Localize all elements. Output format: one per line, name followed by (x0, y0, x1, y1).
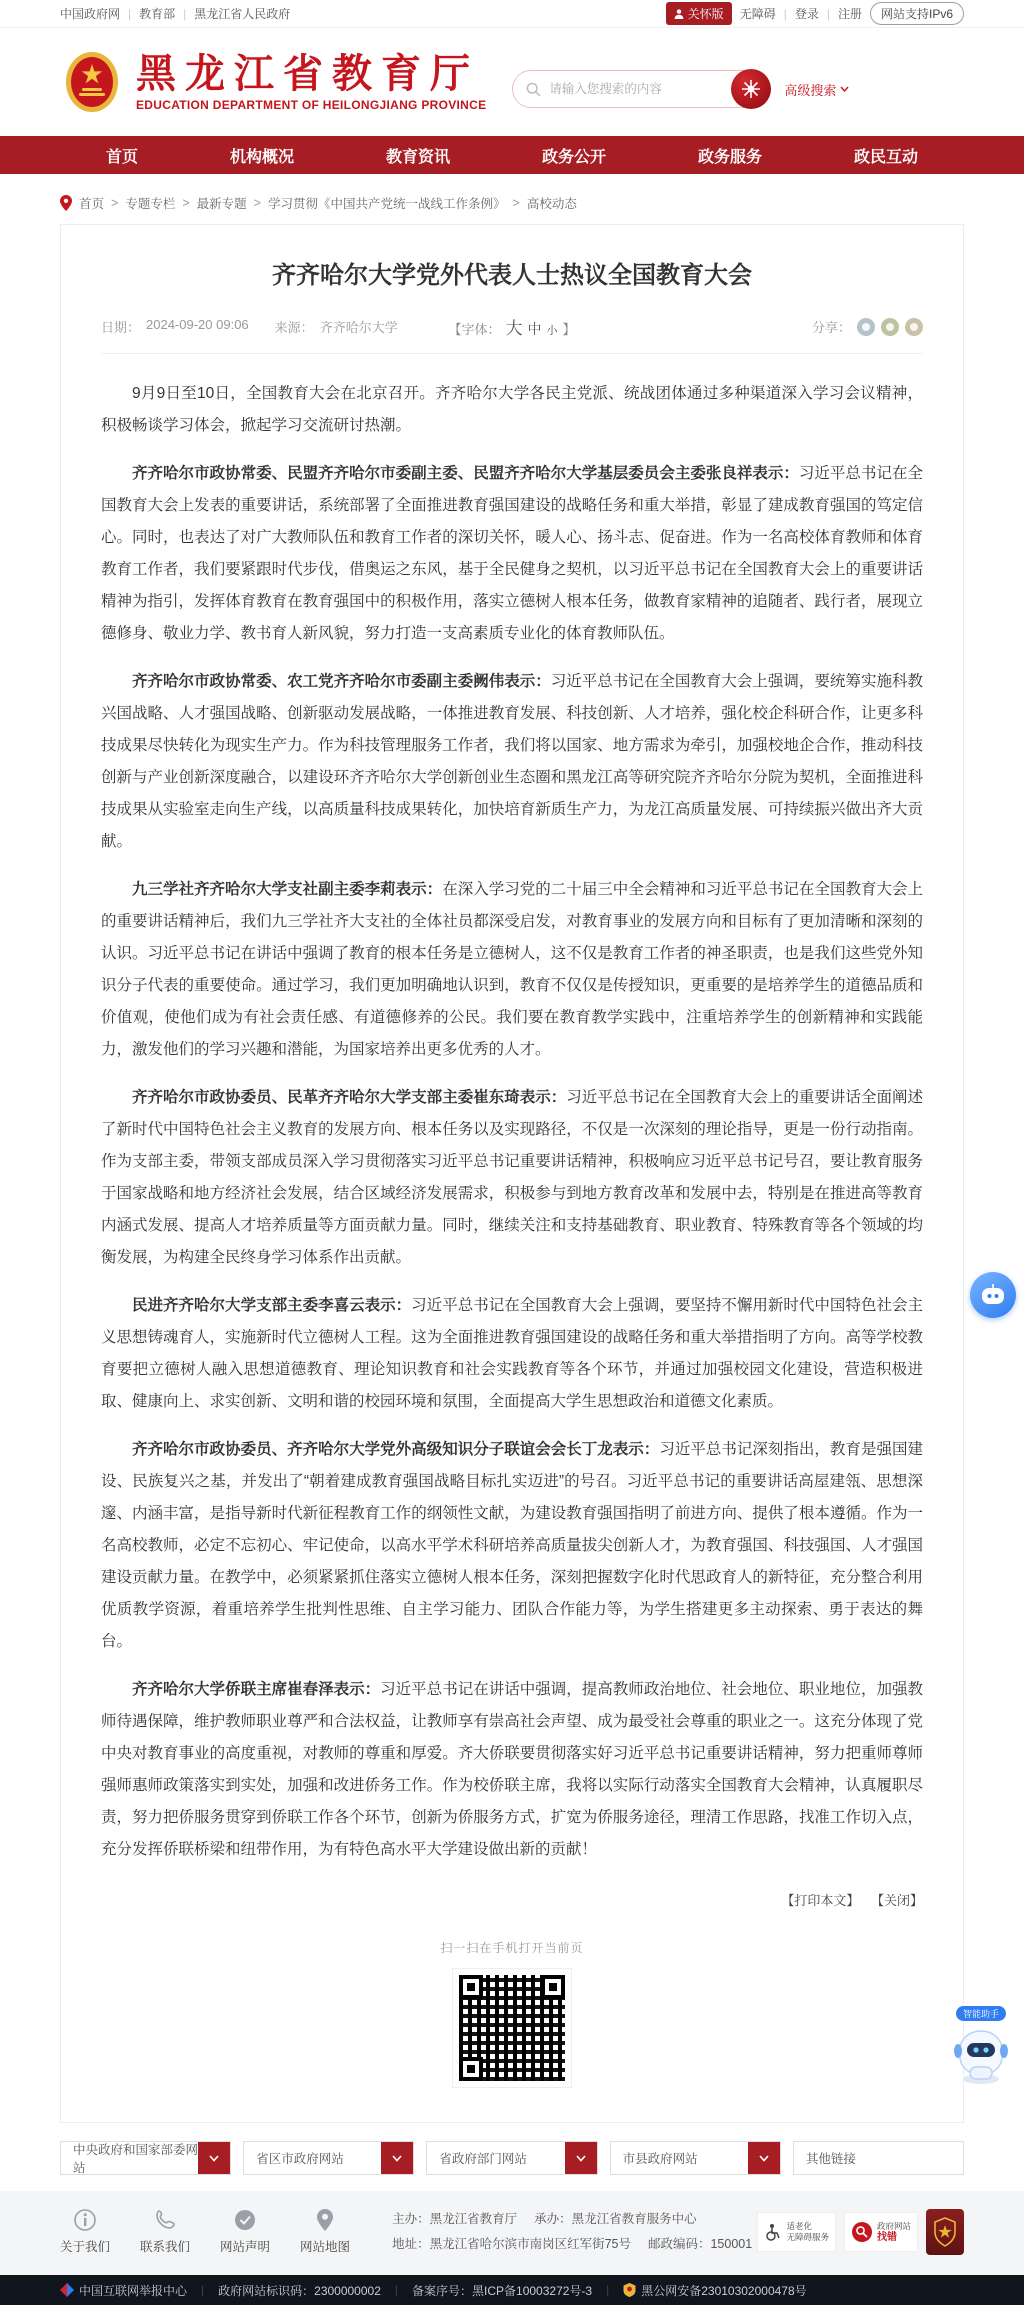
footer-site-statement[interactable]: 网站声明 (220, 2209, 270, 2255)
select-central-gov-sites[interactable]: 中央政府和国家部委网站 (60, 2141, 231, 2175)
footer-host: 黑龙江省教育厅 (429, 2212, 518, 2226)
paragraph: 齐齐哈尔市政协常委、农工党齐齐哈尔市委副主委阙伟表示：习近平总书记在全国教育大会上强调，要统筹实施科教兴国战略、人才强国战略、创新驱动发展战略，一体推进教育发展、科技创新、人才培养，强化校企科研合作，让更多科技成果尽快转化为现实生产力。作为科技管理服务工作者，我们将以国家、地方需求为牵引，加强校地企合作，推动科技创新与产业创新深度融合，以建设环齐齐哈尔大学创新创业生态圈和黑龙江高等研究院齐齐哈尔分院为契机，全面推进科技成果从实验室走向生产线，以高质量科技成果转化，加快培育新质生产力，为龙江高质量发展、可持续振兴做出齐大贡献。 (101, 673, 923, 850)
breadcrumb-home[interactable]: 首页 (79, 197, 105, 211)
search-icon (526, 82, 541, 97)
font-size-label-end: 】 (562, 322, 576, 337)
chevron-down-icon (198, 2142, 230, 2174)
chevron-down-icon (840, 86, 849, 92)
divider: | (128, 6, 132, 21)
accessibility-link[interactable]: 无障碍 (739, 7, 776, 21)
login-link[interactable]: 登录 (794, 7, 819, 21)
snowflake-emblem-icon (740, 78, 762, 100)
article-meta (101, 314, 923, 354)
site-title: 黑龙江省教育厅 (136, 49, 479, 97)
national-emblem-icon (60, 50, 124, 114)
nav-home[interactable]: 首页 (105, 148, 138, 166)
gold-shield-icon (933, 2217, 957, 2247)
select-other-links[interactable]: 其他链接 (793, 2141, 964, 2175)
chat-assistant-button[interactable] (970, 1272, 1016, 1318)
share-weibo-icon[interactable] (881, 318, 899, 336)
paragraph: 齐齐哈尔市政协委员、齐齐哈尔大学党外高级知识分子联谊会会长丁龙表示：习近平总书记深刻指出，教育是强国建设、民族复兴之基，并发出了“朝着建成教育强国战略目标扎实迈进”的号召。习近平总书记的重要讲话高屋建瓴、思想深邃、内涵丰富，是指导新时代新征程教育工作的纲领性文献，为建设教育强国指明了前进方向、提供了根本遵循。作为一名高校教师，必定不忘初心、牢记使命，以高水平学术科研培养高质量拔尖创新人才，为教育强国、科技强国、人才强国建设贡献力量。在教学中，必须紧紧抓住落实立德树人根本任务，深刻把握数字化时代思政育人的新特征，充分整合利用优质教学资源，着重培养学生批判性思维、自主学习能力、团队合作能力等，为学生搭建更多主动探索、勇于表达的舞台。 (101, 1441, 923, 1650)
chevron-down-icon (565, 2142, 597, 2174)
footer-link-selects (0, 2123, 1024, 2191)
link-moe[interactable]: 教育部 (139, 7, 176, 21)
share-label: 分享： (811, 320, 851, 335)
ai-mascot-widget[interactable] (942, 2004, 1020, 2090)
site-title-english: EDUCATION DEPARTMENT OF HEILONGJIANG PROVINCE (136, 97, 487, 112)
site-logo[interactable] (60, 50, 486, 114)
main-navigation (0, 136, 1024, 174)
qr-section (101, 1915, 923, 2094)
footer-postcode: 150001 (710, 2237, 753, 2251)
breadcrumb-separator: > (253, 196, 261, 210)
police-badge-icon (623, 2283, 636, 2297)
article-body (101, 354, 923, 1866)
breadcrumb-latest-topics[interactable]: 最新专题 (196, 197, 247, 211)
police-record-link[interactable]: 黑公网安备23010302000478号 (623, 2282, 806, 2299)
breadcrumb-topic[interactable]: 学习贯彻《中国共产党统一战线工作条例》 (267, 197, 506, 211)
search-box (512, 70, 770, 108)
qr-caption: 扫一扫在手机打开当前页 (440, 1941, 584, 1955)
ipv6-badge[interactable]: 网站支持IPv6 (870, 2, 964, 25)
qr-code (452, 1968, 572, 2088)
font-size-label: 【字体： (448, 322, 501, 337)
site-header (0, 28, 1024, 136)
font-size-small-button[interactable]: 小 (546, 325, 558, 337)
breadcrumb-separator: > (111, 196, 119, 210)
article-title: 齐齐哈尔大学党外代表人士热议全国教育大会 (272, 262, 752, 289)
paragraph: 齐齐哈尔大学侨联主席崔春泽表示：习近平总书记在讲话中强调，提高教师政治地位、社会地位、职业地位，加强教师待遇保障，维护教师职业尊严和合法权益，让教师享有崇高社会声望、成为最受社会尊重的职业之一。这充分体现了党中央对教育事业的高度重视，对教师的尊重和厚爱。齐大侨联要贯彻落实好习近平总书记重要讲话精神，努力把重师尊师强师惠师政策落实到实处，加强和改进侨务工作。作为校侨联主席，我将以实际行动落实全国教育大会精神，认真履职尽责，努力把侨服务贯穿到侨联工作各个环节，创新为侨服务方式，扩宽为侨服务途径，理清工作思路，找准工作切入点，充分发挥侨联桥梁和纽带作用，为有特色高水平大学建设做出新的贡献！ (101, 1681, 923, 1858)
share-wechat-icon[interactable] (857, 318, 875, 336)
chevron-down-icon (381, 2142, 413, 2174)
divider: | (183, 6, 187, 21)
select-city-county-gov-sites[interactable]: 市县政府网站 (610, 2141, 781, 2175)
gov-site-error-report-badge[interactable]: 政府网站 找错 (844, 2212, 918, 2252)
article-date: 2024-09-20 09:06 (146, 317, 249, 332)
paragraph: 九三学社齐齐哈尔大学支社副主委李莉表示：在深入学习党的二十届三中全会精神和习近平总书记在全国教育大会上的重要讲话精神后，我们九三学社齐大支社的全体社员都深受启发，对教育事业的发展方向和目标有了更加清晰和深刻的认识。习近平总书记在讲话中强调了教育的根本任务是立德树人，这不仅是教育工作者的神圣职责，也是我们这些党外知识分子代表的重要使命。通过学习，我们更加明确地认识到，教育不仅仅是传授知识，更重要的是培养学生的道德品质和价值观，使他们成为有社会责任感、有道德修养的公民。我们要在教育教学实践中，注重培养学生的创新精神和实践能力，激发他们的学习兴趣和潜能，为国家培养出更多优秀的人才。 (101, 881, 923, 1058)
top-utility-bar (0, 0, 1024, 28)
link-gov-cn[interactable]: 中国政府网 (60, 7, 121, 21)
select-provincial-gov-sites[interactable]: 省区市政府网站 (243, 2141, 414, 2175)
font-size-medium-button[interactable]: 中 (527, 321, 542, 337)
robot-face-icon (980, 1284, 1006, 1306)
nav-education-news[interactable]: 教育资讯 (385, 148, 450, 166)
magnifier-logo-icon (851, 2221, 873, 2243)
breadcrumb-current: 高校动态 (526, 197, 577, 211)
article-source: 齐齐哈尔大学 (319, 320, 398, 335)
wheelchair-icon (764, 2223, 782, 2241)
footer-info: 主办：黑龙江省教育厅 承办：黑龙江省教育服务中心 地址：黑龙江省哈尔滨市南岗区红军街75号 邮政编码：150001 (392, 2212, 753, 2251)
party-gov-site-emblem-badge[interactable] (926, 2209, 964, 2255)
site-identifier-code: 政府网站标识码：2300000002 (218, 2283, 381, 2298)
divider: | (826, 6, 830, 21)
ai-mascot-label: 智能助手 (956, 2006, 1006, 2021)
nav-organization[interactable]: 机构概况 (229, 148, 294, 166)
footer-organizer: 黑龙江省教育服务中心 (571, 2212, 697, 2226)
footer-about-us[interactable]: 关于我们 (60, 2209, 110, 2255)
paragraph: 民进齐齐哈尔大学支部主委李喜云表示：习近平总书记在全国教育大会上强调，要坚持不懈用新时代中国特色社会主义思想铸魂育人，实施新时代立德树人工程。这为全面推进教育强国建设的战略任务和重大举措指明了方向。高等学校教育要把立德树人融入思想道德教育、理论知识教育和社会实践教育等各个环节，并通过加强校园文化建设，营造积极进取、健康向上、求实创新、文明和谐的校园环境和氛围，全面提高大学生思想政治和道德文化素质。 (101, 1297, 923, 1410)
article-container (60, 224, 964, 2123)
internet-report-center-link[interactable]: 中国互联网举报中心 (60, 2282, 187, 2299)
paragraph: 齐齐哈尔市政协委员、民革齐齐哈尔大学支部主委崔东琦表示：习近平总书记在全国教育大会上的重要讲话全面阐述了新时代中国特色社会主义教育的发展方向、根本任务以及实现路径，不仅是一次深刻的理论指导，更是一份行动指南。作为支部主委，带领支部成员深入学习贯彻落实习近平总书记重要讲话精神，积极响应习近平总书记号召，要让教育服务于国家战略和地方经济社会发展，结合区域经济发展需求，积极参与到地方教育改革和发展中去，特别是在推进高等教育内涵式发展、提高人才培养质量等方面贡献力量。同时，继续关注和支持基础教育、职业教育、特殊教育等各个领域的均衡发展，为构建全民终身学习体系作出贡献。 (101, 1089, 923, 1266)
footer-site-map[interactable]: 网站地图 (300, 2209, 350, 2255)
phone-icon (140, 2209, 190, 2231)
paragraph: 齐齐哈尔市政协常委、民盟齐齐哈尔市委副主委、民盟齐齐哈尔大学基层委员会主委张良祥表示：习近平总书记在全国教育大会上发表的重要讲话，系统部署了全面推进教育强国建设的战略任务和重大举措，彰显了建成教育强国的笃定信心。同时，也表达了对广大教师队伍和教育工作者的深切关怀，暖人心、扬斗志、促奋进。作为一名高校体育教师和体育教育工作者，我们要紧跟时代步伐，借奥运之东风，基于全民健身之契机，以习近平总书记在全国教育大会上的重要讲话精神为指引，发挥体育教育在教育强国中的积极作用，落实立德树人根本任务，做教育家精神的追随者、践行者，展现立德修身、敬业力学、教书育人新风貌，努力打造一支高素质专业化的体育教师队伍。 (101, 465, 923, 642)
person-icon (674, 9, 684, 19)
register-link[interactable]: 注册 (837, 7, 862, 21)
select-province-dept-sites[interactable]: 省政府部门网站 (426, 2141, 597, 2175)
location-pin-icon (60, 195, 72, 211)
shield-check-icon (220, 2209, 270, 2231)
care-mode-button[interactable]: 关怀版 (666, 2, 732, 25)
breadcrumb-special-topics[interactable]: 专题专栏 (125, 197, 176, 211)
share-qq-icon[interactable] (905, 318, 923, 336)
source-label: 来源： (274, 320, 314, 335)
date-label: 日期： (101, 320, 141, 335)
site-footer (0, 2191, 1024, 2275)
chevron-down-icon (748, 2142, 780, 2174)
nav-public-interaction[interactable]: 政民互动 (853, 148, 918, 166)
icp-record-link[interactable]: 备案序号：黑ICP备10003272号-3 (412, 2283, 593, 2298)
paragraph: 9月9日至10日，全国教育大会在北京召开。齐齐哈尔大学各民主党派、统战团体通过多种渠道深入学习会议精神，积极畅谈学习体会，掀起学习交流研讨热潮。 (101, 385, 923, 434)
nav-gov-disclosure[interactable]: 政务公开 (541, 148, 606, 166)
footer-contact-us[interactable]: 联系我们 (140, 2209, 190, 2255)
map-pin-icon (300, 2209, 350, 2231)
breadcrumb-separator: > (512, 196, 520, 210)
divider: | (783, 6, 787, 21)
font-size-large-button[interactable]: 大 (505, 319, 523, 338)
link-hlj-gov[interactable]: 黑龙江省人民政府 (194, 7, 291, 21)
breadcrumb-separator: > (182, 196, 190, 210)
robot-mascot-icon (952, 2023, 1010, 2085)
search-input[interactable] (547, 81, 712, 97)
info-icon (60, 2209, 110, 2231)
accessibility-service-badge[interactable]: 适老化 无障碍服务 (757, 2212, 836, 2252)
bottom-legal-bar: 中国互联网举报中心 | 政府网站标识码：2300000002 | 备案序号：黑ICP备10003272号-3 | 黑公网安备23010302000478号 (0, 2275, 1024, 2305)
diamond-logo-icon (60, 2283, 74, 2297)
advanced-search-link[interactable]: 高级搜索 (784, 80, 849, 99)
footer-address: 黑龙江省哈尔滨市南岗区红军街75号 (429, 2237, 631, 2251)
print-article-button[interactable]: 【打印本文】 (781, 1893, 860, 1908)
nav-gov-services[interactable]: 政务服务 (697, 148, 762, 166)
search-button[interactable] (731, 69, 771, 109)
breadcrumb (60, 194, 964, 212)
close-button[interactable]: 【关闭】 (870, 1893, 923, 1908)
